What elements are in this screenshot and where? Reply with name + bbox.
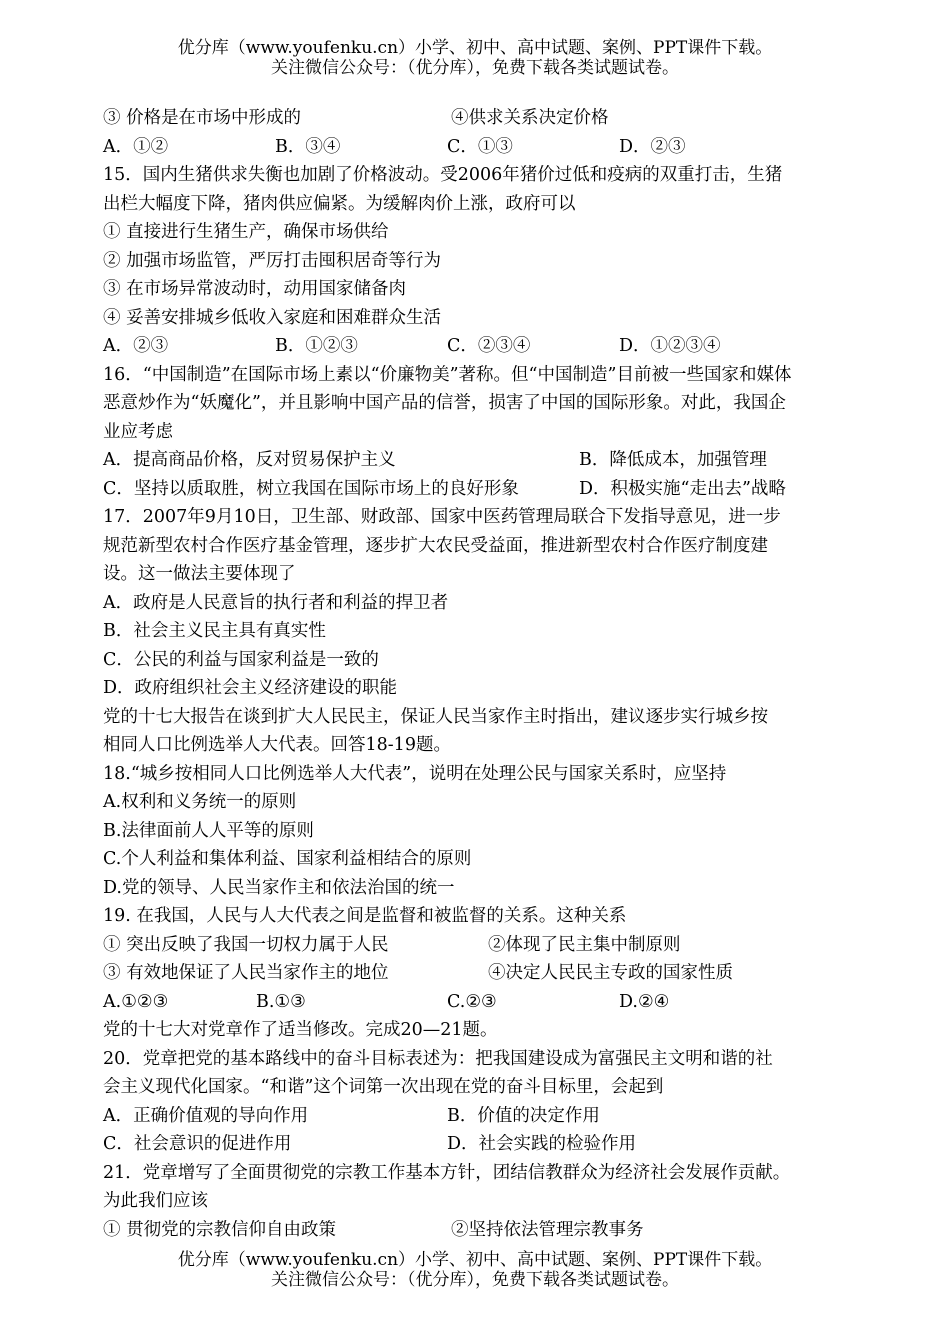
q18-option-d: D.党的领导、人民当家作主和依法治国的统一 [103,877,455,898]
q14-option-b: B．③④ [275,136,341,157]
q20-options-row-2 [103,1130,853,1159]
q16-stem-line-3: 业应考虑 [103,421,173,442]
q14-option-a: A．①② [103,136,169,157]
q20-option-d: D．社会实践的检验作用 [447,1134,637,1154]
exam-content [103,104,853,1244]
q18-option-b: B.法律面前人人平等的原则 [103,820,314,841]
q19-item-4: ④决定人民民主专政的国家性质 [488,963,733,983]
q15-option-b: B．①②③ [275,336,358,356]
footer-line-2: 关注微信公众号：（优分库），免费下载各类试题试卷。 [271,1270,679,1290]
q15-options-row [103,332,853,361]
q20-stem-line-1: 20．党章把党的基本路线中的奋斗目标表述为：把我国建设成为富强民主文明和谐的社 [103,1048,773,1069]
q19-option-a: A.①②③ [103,991,169,1012]
header-line-1: 优分库（www.youfenku.cn）小学、初中、高中试题、案例、PPT课件下载。 [177,38,773,58]
q15-item-2: ② 加强市场监管，严厉打击囤积居奇等行为 [103,250,442,271]
header-line-2: 关注微信公众号：（优分库），免费下载各类试题试卷。 [271,58,679,78]
q19-option-b: B.①③ [256,991,306,1012]
q16-option-c: C．坚持以质取胜，树立我国在国际市场上的良好形象 [103,478,519,499]
q14-item-3: ③ 价格是在市场中形成的 [103,108,302,128]
q18-option-c: C.个人利益和集体利益、国家利益相结合的原则 [103,849,472,869]
q17-option-d: D．政府组织社会主义经济建设的职能 [103,678,398,698]
q19-items-row-2 [103,959,853,988]
q15-item-1: ① 直接进行生猪生产，确保市场供给 [103,222,389,242]
q17-stem-line-3: 设。这一做法主要体现了 [103,564,296,584]
q17-option-c: C．公民的利益与国家利益是一致的 [103,649,379,670]
q16-stem-line-1: 16．“中国制造”在国际市场上素以“价廉物美”著称。但“中国制造”目前被一些国家和媒体 [103,364,792,385]
q20-option-c: C．社会意识的促进作用 [103,1134,292,1154]
q21-item-2: ②坚持依法管理宗教事务 [451,1219,644,1240]
q19-option-d: D.②④ [619,991,670,1012]
q19-options-row [103,988,853,1017]
q19-item-2: ②体现了民主集中制原则 [488,934,681,955]
intro-18-19-line-2: 相同人口比例选举人大代表。回答18-19题。 [103,735,451,755]
q18-option-a: A.权利和义务统一的原则 [103,792,297,812]
q15-stem-line-1: 15．国内生猪供求失衡也加剧了价格波动。受2006年猪价过低和疫病的双重打击，生猪 [103,165,783,185]
q17-stem-line-1: 17．2007年9月10日，卫生部、财政部、国家中医药管理局联合下发指导意见，进一步 [103,507,781,527]
q16-options-row-2 [103,475,853,504]
q20-option-a: A．正确价值观的导向作用 [103,1105,309,1126]
q20-options-row-1 [103,1102,853,1131]
q21-items-row [103,1216,853,1245]
footer-line-1: 优分库（www.youfenku.cn）小学、初中、高中试题、案例、PPT课件下载。 [177,1250,773,1270]
page-footer [0,1250,950,1290]
q17-stem-line-2: 规范新型农村合作医疗基金管理，逐步扩大农民受益面，推进新型农村合作医疗制度建 [103,535,768,556]
q16-stem-line-2: 恶意炒作为“妖魔化”，并且影响中国产品的信誉，损害了中国的国际形象。对此，我国企 [103,393,786,413]
intro-20-21: 党的十七大对党章作了适当修改。完成20—21题。 [103,1020,498,1040]
q18-stem: 18.“城乡按相同人口比例选举人大代表”，说明在处理公民与国家关系时，应坚持 [103,763,727,784]
q19-items-row-1 [103,931,853,960]
q17-option-a: A．政府是人民意旨的执行者和利益的捍卫者 [103,592,449,613]
page-header [0,38,950,78]
q15-stem-line-2: 出栏大幅度下降，猪肉供应偏紧。为缓解肉价上涨，政府可以 [103,193,576,214]
q16-options-row-1 [103,446,853,475]
q21-item-1: ① 贯彻党的宗教信仰自由政策 [103,1219,337,1240]
q20-option-b: B．价值的决定作用 [447,1105,600,1126]
q14-option-c: C．①③ [447,136,513,157]
q19-item-3: ③ 有效地保证了人民当家作主的地位 [103,963,389,983]
q14-items-row [103,104,853,133]
q17-option-b: B．社会主义民主具有真实性 [103,621,326,641]
q16-option-b: B．降低成本，加强管理 [579,450,767,470]
q14-option-d: D．②③ [619,136,686,157]
q15-item-3: ③ 在市场异常波动时，动用国家储备肉 [103,279,407,299]
q16-option-a: A．提高商品价格，反对贸易保护主义 [103,450,396,470]
q21-stem-line-2: 为此我们应该 [103,1191,208,1211]
q14-options-row [103,133,853,162]
q15-option-c: C．②③④ [447,336,531,356]
q21-stem-line-1: 21．党章增写了全面贯彻党的宗教工作基本方针，团结信教群众为经济社会发展作贡献。 [103,1162,791,1183]
q14-item-4: ④供求关系决定价格 [451,108,609,128]
q15-option-a: A．②③ [103,336,169,356]
q20-stem-line-2: 会主义现代化国家。“和谐”这个词第一次出现在党的奋斗目标里，会起到 [103,1077,664,1097]
intro-18-19-line-1: 党的十七大报告在谈到扩大人民民主，保证人民当家作主时指出，建议逐步实行城乡按 [103,706,768,727]
q15-item-4: ④ 妥善安排城乡低收入家庭和困难群众生活 [103,307,442,328]
q16-option-d: D．积极实施“走出去”战略 [579,478,786,499]
q19-option-c: C.②③ [447,991,497,1012]
q19-item-1: ① 突出反映了我国一切权力属于人民 [103,934,389,955]
q19-stem: 19. 在我国，人民与人大代表之间是监督和被监督的关系。这种关系 [103,906,627,926]
q15-option-d: D．①②③④ [619,336,721,356]
